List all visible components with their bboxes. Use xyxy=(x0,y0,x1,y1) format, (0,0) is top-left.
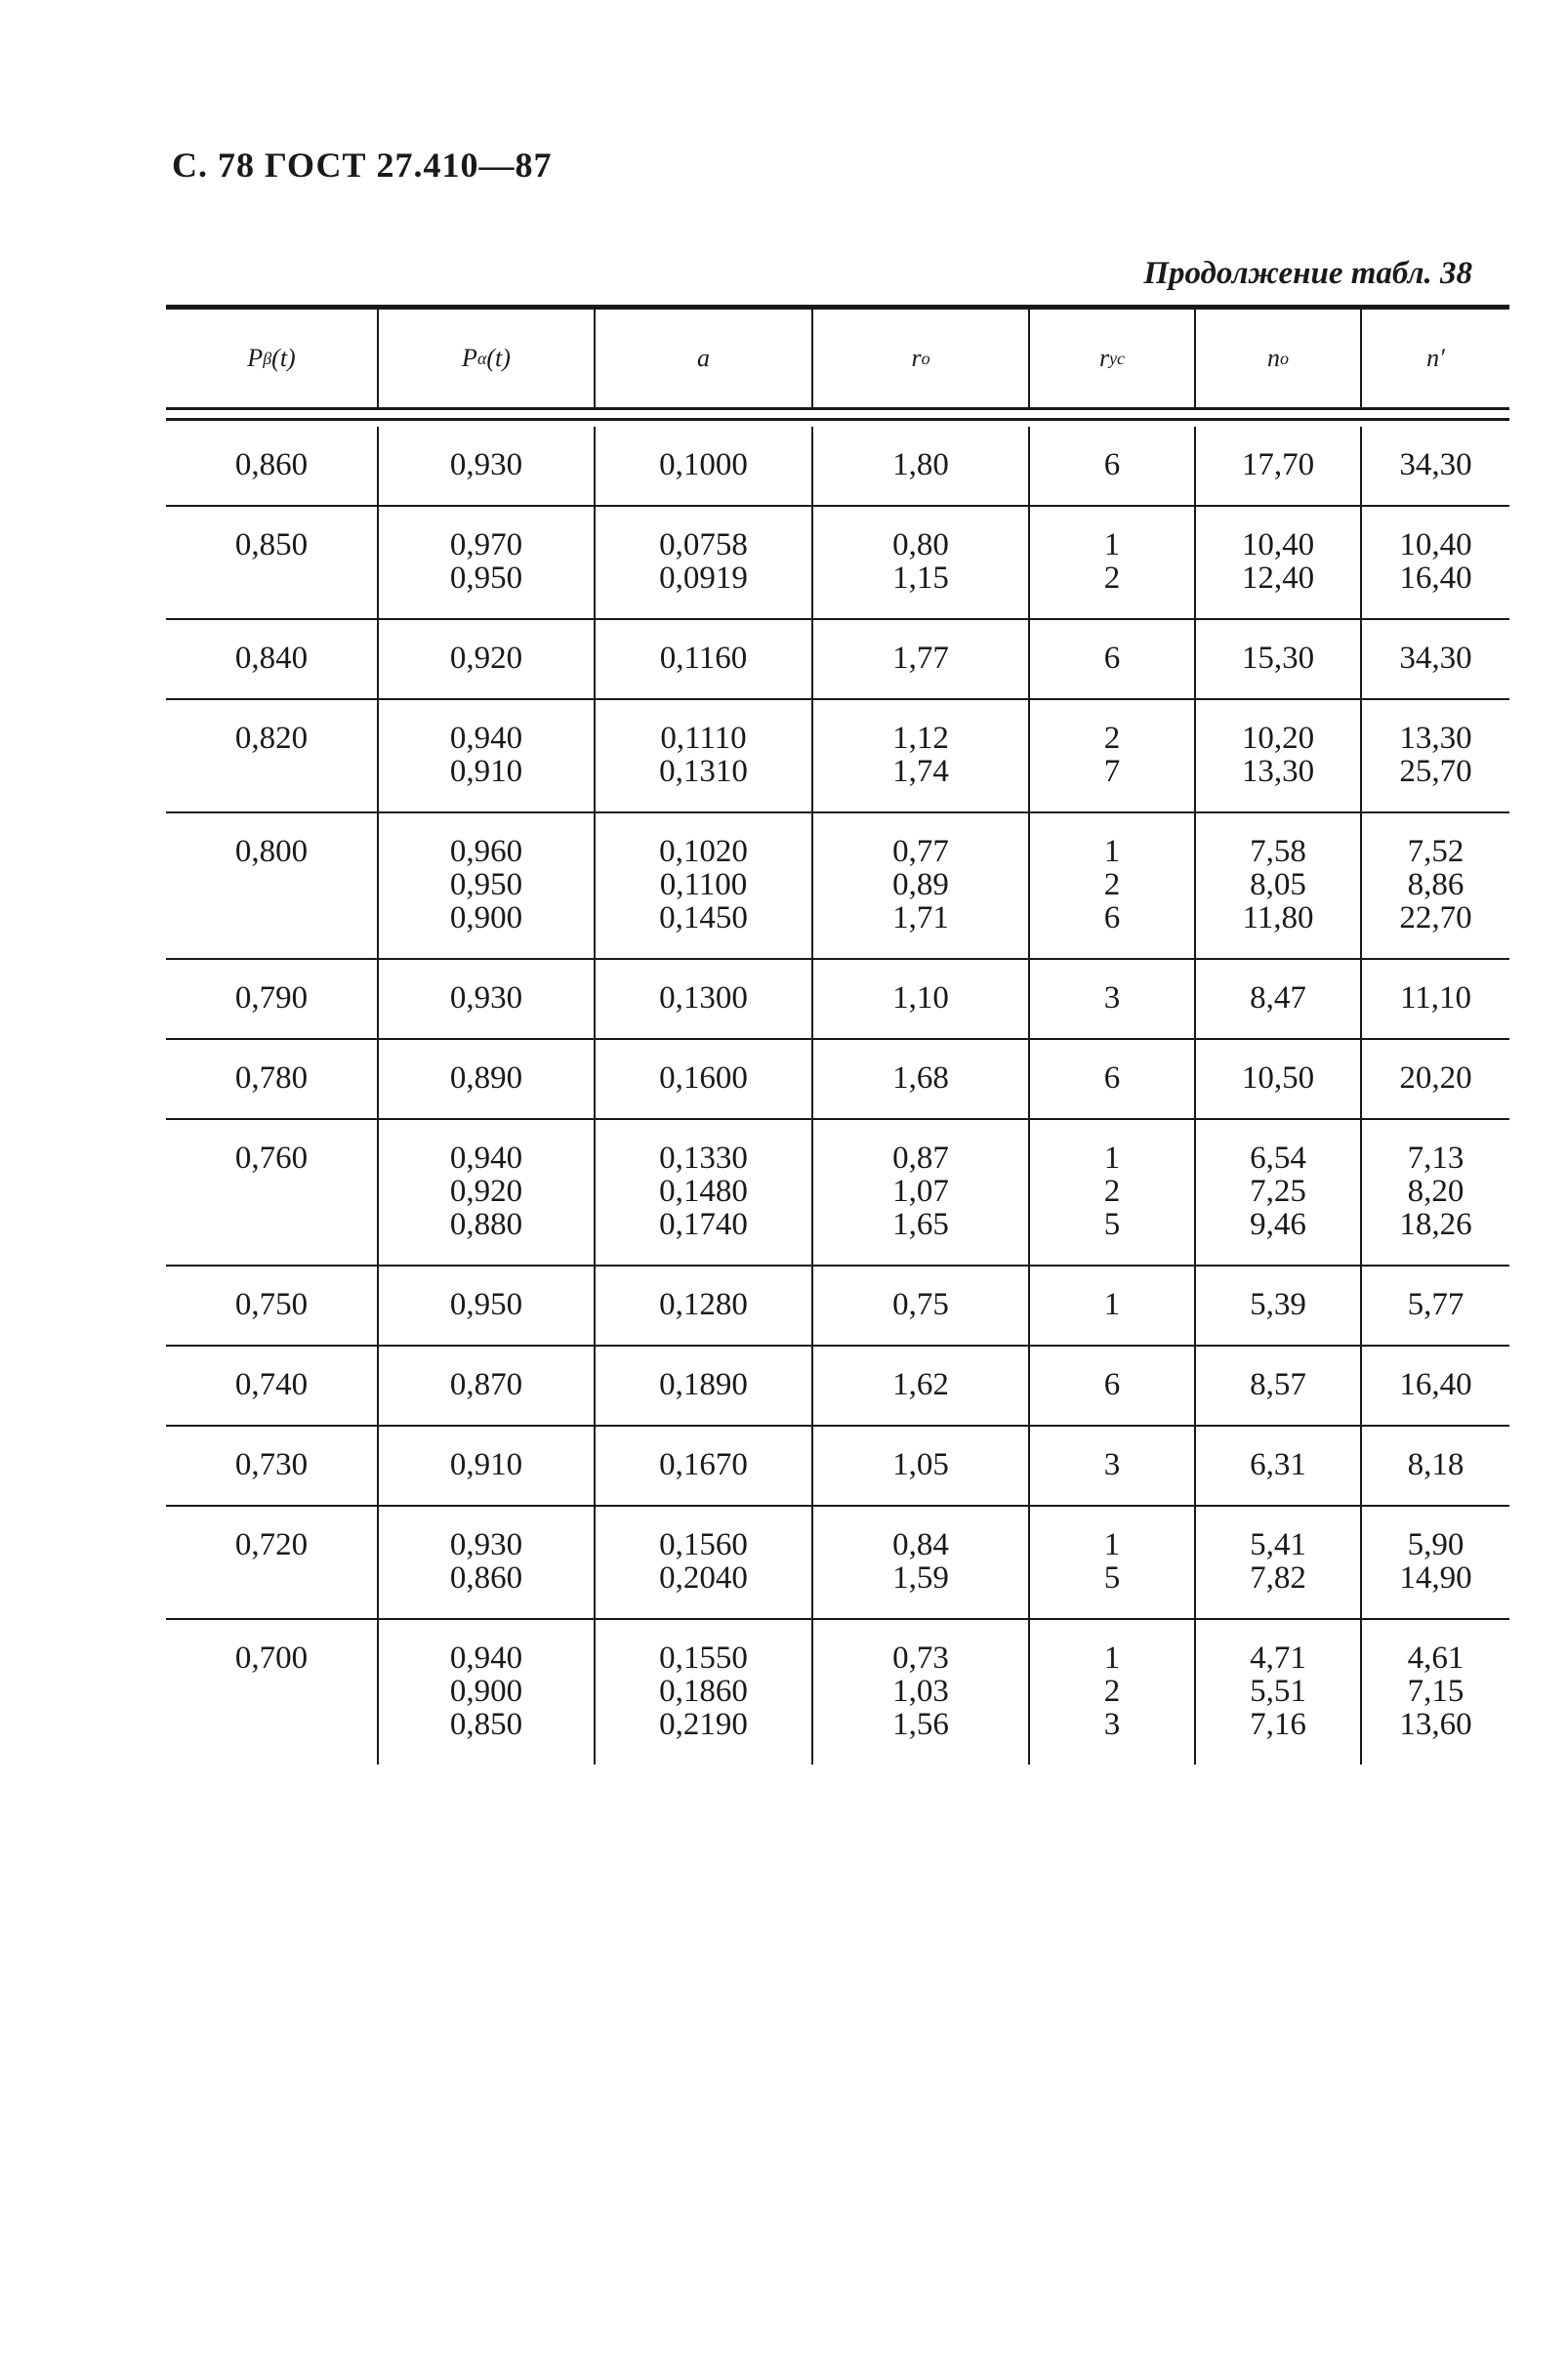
cell-value: 0,1330 xyxy=(659,1141,748,1176)
table-cell-p-alpha xyxy=(379,1040,596,1118)
cell-value: 5 xyxy=(1103,1560,1121,1596)
table-cell-r0 xyxy=(813,507,1030,618)
table-cell-n0 xyxy=(1196,700,1362,811)
cell-value: 6,54 xyxy=(1250,1141,1306,1176)
table-cell-r-us xyxy=(1030,620,1196,698)
table-row xyxy=(166,507,1509,620)
cell-value: 1 xyxy=(1103,1641,1121,1676)
data-table xyxy=(166,305,1509,1794)
table-cell-a xyxy=(596,620,813,698)
cell-value: 1 xyxy=(1103,527,1121,562)
cell-value: 8,86 xyxy=(1407,867,1465,902)
cell-value: 4,61 xyxy=(1407,1641,1465,1676)
column-header-subscript: β xyxy=(263,348,272,368)
table-cell-p-alpha xyxy=(379,427,596,505)
table-cell-n0 xyxy=(1196,1040,1362,1118)
column-header-symbol: r xyxy=(911,344,922,372)
cell-value: 0,75 xyxy=(892,1287,949,1322)
cell-value: 0,800 xyxy=(234,834,309,869)
cell-value: 0,1300 xyxy=(659,980,748,1016)
cell-value: 6,31 xyxy=(1250,1447,1306,1482)
table-cell-r0 xyxy=(813,700,1030,811)
cell-value: 0,790 xyxy=(234,980,309,1016)
cell-value: 0,930 xyxy=(449,980,523,1016)
table-cell-n-prime xyxy=(1362,1120,1509,1265)
table-row xyxy=(166,427,1509,507)
cell-value: 0,1670 xyxy=(659,1447,748,1482)
column-header-symbol: P xyxy=(247,344,264,372)
header-double-rule xyxy=(166,407,1509,421)
cell-value: 5,77 xyxy=(1407,1287,1465,1322)
table-cell-p-beta xyxy=(166,1620,379,1765)
cell-value: 12,40 xyxy=(1241,561,1315,596)
cell-value: 18,26 xyxy=(1399,1207,1472,1242)
table-cell-p-beta xyxy=(166,960,379,1038)
table-cell-n-prime xyxy=(1362,1267,1509,1345)
cell-value: 7 xyxy=(1103,754,1121,789)
table-row xyxy=(166,1040,1509,1120)
cell-value: 7,15 xyxy=(1407,1674,1465,1709)
table-cell-a xyxy=(596,813,813,958)
cell-value: 2 xyxy=(1103,1174,1121,1209)
cell-value: 34,30 xyxy=(1399,641,1472,676)
table-cell-p-beta xyxy=(166,813,379,958)
cell-value: 0,1310 xyxy=(659,754,748,789)
cell-value: 1 xyxy=(1103,834,1121,869)
cell-value: 0,930 xyxy=(449,1527,523,1562)
column-header-argument: (t) xyxy=(486,344,511,372)
table-cell-r-us xyxy=(1030,700,1196,811)
table-cell-n0 xyxy=(1196,813,1362,958)
cell-value: 10,40 xyxy=(1399,527,1472,562)
cell-value: 0,1000 xyxy=(659,447,748,482)
cell-value: 0,940 xyxy=(449,1641,523,1676)
column-header-subscript: o xyxy=(1280,348,1289,368)
cell-value: 0,1020 xyxy=(659,834,748,869)
table-cell-r-us xyxy=(1030,1620,1196,1765)
cell-value: 0,1890 xyxy=(659,1367,748,1402)
cell-value: 17,70 xyxy=(1241,447,1315,482)
column-header-symbol: n′ xyxy=(1426,344,1445,372)
table-cell-a xyxy=(596,1120,813,1265)
table-row xyxy=(166,813,1509,960)
table-cell-n-prime xyxy=(1362,700,1509,811)
cell-value: 13,30 xyxy=(1399,721,1472,756)
table-cell-n-prime xyxy=(1362,1620,1509,1765)
cell-value: 5 xyxy=(1103,1207,1121,1242)
cell-value: 7,13 xyxy=(1407,1141,1465,1176)
table-cell-r0 xyxy=(813,1620,1030,1765)
column-header-subscript: ус xyxy=(1109,348,1126,368)
cell-value: 0,2040 xyxy=(659,1560,748,1596)
table-cell-a xyxy=(596,960,813,1038)
cell-value: 0,970 xyxy=(449,527,523,562)
table-cell-r0 xyxy=(813,1120,1030,1265)
cell-value: 0,910 xyxy=(449,1447,523,1482)
cell-value: 1,71 xyxy=(892,900,949,935)
column-header-subscript: α xyxy=(476,348,487,368)
cell-value: 0,960 xyxy=(449,834,523,869)
table-cell-n-prime xyxy=(1362,620,1509,698)
cell-value: 0,850 xyxy=(449,1707,523,1742)
table-cell-a xyxy=(596,1507,813,1618)
column-header-n-prime xyxy=(1362,310,1509,407)
cell-value: 14,90 xyxy=(1399,1560,1472,1596)
cell-value: 7,82 xyxy=(1250,1560,1306,1596)
table-cell-n-prime xyxy=(1362,1427,1509,1505)
table-cell-n-prime xyxy=(1362,1040,1509,1118)
column-header-p-alpha xyxy=(379,310,596,407)
table-cell-p-beta xyxy=(166,1427,379,1505)
cell-value: 0,940 xyxy=(449,1141,523,1176)
table-row xyxy=(166,960,1509,1040)
cell-value: 1 xyxy=(1103,1287,1121,1322)
cell-value: 2 xyxy=(1103,561,1121,596)
table-cell-r-us xyxy=(1030,1507,1196,1618)
cell-value: 8,20 xyxy=(1407,1174,1465,1209)
cell-value: 0,89 xyxy=(892,867,949,902)
cell-value: 13,30 xyxy=(1241,754,1315,789)
cell-value: 7,52 xyxy=(1407,834,1465,869)
table-cell-n0 xyxy=(1196,1507,1362,1618)
table-cell-p-beta xyxy=(166,507,379,618)
cell-value: 5,90 xyxy=(1407,1527,1465,1562)
table-cell-n0 xyxy=(1196,620,1362,698)
table-cell-a xyxy=(596,700,813,811)
table-cell-n0 xyxy=(1196,1427,1362,1505)
table-cell-p-alpha xyxy=(379,1427,596,1505)
table-cell-p-alpha xyxy=(379,1507,596,1618)
cell-value: 3 xyxy=(1103,1707,1121,1742)
cell-value: 0,1110 xyxy=(660,721,747,756)
cell-value: 0,840 xyxy=(234,641,309,676)
table-cell-p-alpha xyxy=(379,700,596,811)
table-cell-r0 xyxy=(813,960,1030,1038)
cell-value: 0,910 xyxy=(449,754,523,789)
cell-value: 1,65 xyxy=(892,1207,949,1242)
table-cell-a xyxy=(596,507,813,618)
table-cell-p-alpha xyxy=(379,1347,596,1425)
table-cell-n-prime xyxy=(1362,960,1509,1038)
cell-value: 1,56 xyxy=(892,1707,949,1742)
cell-value: 0,1740 xyxy=(659,1207,748,1242)
cell-value: 9,46 xyxy=(1250,1207,1306,1242)
table-cell-r-us xyxy=(1030,1040,1196,1118)
cell-value: 13,60 xyxy=(1399,1707,1472,1742)
cell-value: 1,77 xyxy=(892,641,949,676)
cell-value: 2 xyxy=(1103,867,1121,902)
cell-value: 1,10 xyxy=(892,980,949,1016)
table-cell-r-us xyxy=(1030,1120,1196,1265)
cell-value: 11,80 xyxy=(1242,900,1314,935)
cell-value: 0,870 xyxy=(449,1367,523,1402)
cell-value: 0,880 xyxy=(449,1207,523,1242)
cell-value: 8,47 xyxy=(1250,980,1306,1016)
table-cell-r-us xyxy=(1030,507,1196,618)
table-cell-p-beta xyxy=(166,1040,379,1118)
column-header-p-beta xyxy=(166,310,379,407)
table-cell-p-alpha xyxy=(379,1267,596,1345)
column-header-symbol: P xyxy=(462,344,477,372)
cell-value: 6 xyxy=(1103,900,1121,935)
table-cell-r-us xyxy=(1030,427,1196,505)
cell-value: 16,40 xyxy=(1399,561,1472,596)
table-body xyxy=(166,427,1509,1794)
cell-value: 0,890 xyxy=(449,1060,523,1096)
cell-value: 10,20 xyxy=(1241,721,1315,756)
cell-value: 0,84 xyxy=(892,1527,949,1562)
table-cell-r0 xyxy=(813,1507,1030,1618)
cell-value: 34,30 xyxy=(1399,447,1472,482)
cell-value: 0,1480 xyxy=(659,1174,748,1209)
cell-value: 0,780 xyxy=(234,1060,309,1096)
table-row xyxy=(166,620,1509,700)
cell-value: 1,07 xyxy=(892,1174,949,1209)
cell-value: 2 xyxy=(1103,1674,1121,1709)
table-cell-p-alpha xyxy=(379,507,596,618)
table-cell-r0 xyxy=(813,813,1030,958)
table-cell-a xyxy=(596,427,813,505)
table-cell-p-alpha xyxy=(379,960,596,1038)
cell-value: 0,1100 xyxy=(659,867,748,902)
table-cell-n-prime xyxy=(1362,507,1509,618)
table-cell-n0 xyxy=(1196,1347,1362,1425)
cell-value: 0,0758 xyxy=(659,527,748,562)
cell-value: 1,05 xyxy=(892,1447,949,1482)
cell-value: 1,12 xyxy=(892,721,949,756)
table-cell-p-beta xyxy=(166,1120,379,1265)
cell-value: 0,730 xyxy=(234,1447,309,1482)
cell-value: 10,50 xyxy=(1241,1060,1315,1096)
cell-value: 0,860 xyxy=(449,1560,523,1596)
cell-value: 1 xyxy=(1103,1141,1121,1176)
column-header-symbol: a xyxy=(697,344,710,372)
cell-value: 1,68 xyxy=(892,1060,949,1096)
column-header-symbol: n xyxy=(1267,344,1280,372)
table-header-row xyxy=(166,310,1509,407)
table-cell-p-beta xyxy=(166,1507,379,1618)
cell-value: 1,59 xyxy=(892,1560,949,1596)
cell-value: 15,30 xyxy=(1241,641,1315,676)
cell-value: 0,940 xyxy=(449,721,523,756)
cell-value: 3 xyxy=(1103,1447,1121,1482)
table-row xyxy=(166,1120,1509,1267)
cell-value: 6 xyxy=(1103,447,1121,482)
cell-value: 0,860 xyxy=(234,447,309,482)
cell-value: 0,950 xyxy=(449,1287,523,1322)
table-cell-r-us xyxy=(1030,1347,1196,1425)
column-header-r-us xyxy=(1030,310,1196,407)
cell-value: 5,39 xyxy=(1250,1287,1306,1322)
column-header-r0 xyxy=(813,310,1030,407)
cell-value: 1 xyxy=(1103,1527,1121,1562)
cell-value: 1,74 xyxy=(892,754,949,789)
table-cell-r0 xyxy=(813,427,1030,505)
cell-value: 1,15 xyxy=(892,561,949,596)
cell-value: 4,71 xyxy=(1250,1641,1306,1676)
cell-value: 0,0919 xyxy=(659,561,748,596)
cell-value: 0,2190 xyxy=(659,1707,748,1742)
cell-value: 2 xyxy=(1103,721,1121,756)
cell-value: 20,20 xyxy=(1399,1060,1472,1096)
cell-value: 22,70 xyxy=(1399,900,1472,935)
table-cell-a xyxy=(596,1620,813,1765)
cell-value: 0,1560 xyxy=(659,1527,748,1562)
table-cell-p-alpha xyxy=(379,1120,596,1265)
cell-value: 1,62 xyxy=(892,1367,949,1402)
table-cell-n-prime xyxy=(1362,1507,1509,1618)
table-cell-p-alpha xyxy=(379,813,596,958)
cell-value: 6 xyxy=(1103,641,1121,676)
cell-value: 25,70 xyxy=(1399,754,1472,789)
table-row xyxy=(166,1427,1509,1507)
table-row xyxy=(166,1267,1509,1347)
table-cell-n-prime xyxy=(1362,813,1509,958)
table-cell-a xyxy=(596,1427,813,1505)
cell-value: 10,40 xyxy=(1241,527,1315,562)
cell-value: 0,87 xyxy=(892,1141,949,1176)
table-row xyxy=(166,1347,1509,1427)
table-cell-n0 xyxy=(1196,1120,1362,1265)
cell-value: 0,900 xyxy=(449,900,523,935)
table-cell-r0 xyxy=(813,620,1030,698)
cell-value: 0,930 xyxy=(449,447,523,482)
cell-value: 8,57 xyxy=(1250,1367,1306,1402)
column-header-subscript: o xyxy=(921,348,930,368)
table-cell-n0 xyxy=(1196,1267,1362,1345)
table-cell-r0 xyxy=(813,1267,1030,1345)
table-cell-a xyxy=(596,1267,813,1345)
table-continuation-caption: Продолжение табл. 38 xyxy=(1143,256,1472,291)
cell-value: 0,80 xyxy=(892,527,949,562)
cell-value: 6 xyxy=(1103,1367,1121,1402)
table-cell-r0 xyxy=(813,1427,1030,1505)
cell-value: 1,03 xyxy=(892,1674,949,1709)
column-header-argument: (t) xyxy=(271,344,296,372)
table-cell-p-beta xyxy=(166,700,379,811)
cell-value: 0,740 xyxy=(234,1367,309,1402)
cell-value: 0,77 xyxy=(892,834,949,869)
cell-value: 5,51 xyxy=(1250,1674,1306,1709)
table-cell-p-alpha xyxy=(379,620,596,698)
table-cell-r-us xyxy=(1030,960,1196,1038)
cell-value: 0,1550 xyxy=(659,1641,748,1676)
cell-value: 0,950 xyxy=(449,561,523,596)
cell-value: 7,25 xyxy=(1250,1174,1306,1209)
cell-value: 11,10 xyxy=(1399,980,1472,1016)
table-cell-p-alpha xyxy=(379,1620,596,1765)
table-cell-r-us xyxy=(1030,813,1196,958)
cell-value: 7,58 xyxy=(1250,834,1306,869)
cell-value: 0,73 xyxy=(892,1641,949,1676)
cell-value: 0,820 xyxy=(234,721,309,756)
table-cell-r0 xyxy=(813,1347,1030,1425)
cell-value: 0,750 xyxy=(234,1287,309,1322)
cell-value: 0,720 xyxy=(234,1527,309,1562)
cell-value: 0,1280 xyxy=(659,1287,748,1322)
cell-value: 0,700 xyxy=(234,1641,309,1676)
cell-value: 3 xyxy=(1103,980,1121,1016)
cell-value: 0,850 xyxy=(234,527,309,562)
cell-value: 8,18 xyxy=(1407,1447,1465,1482)
cell-value: 7,16 xyxy=(1250,1707,1306,1742)
cell-value: 0,760 xyxy=(234,1141,309,1176)
table-cell-r0 xyxy=(813,1040,1030,1118)
column-header-symbol: r xyxy=(1098,344,1110,372)
cell-value: 0,920 xyxy=(449,641,523,676)
cell-value: 0,920 xyxy=(449,1174,523,1209)
cell-value: 0,1600 xyxy=(659,1060,748,1096)
page-header: С. 78 ГОСТ 27.410—87 xyxy=(172,145,553,185)
cell-value: 0,950 xyxy=(449,867,523,902)
table-cell-p-beta xyxy=(166,620,379,698)
cell-value: 1,80 xyxy=(892,447,949,482)
table-cell-a xyxy=(596,1347,813,1425)
cell-value: 0,1860 xyxy=(659,1674,748,1709)
table-cell-a xyxy=(596,1040,813,1118)
cell-value: 5,41 xyxy=(1250,1527,1306,1562)
table-row xyxy=(166,700,1509,813)
table-cell-r-us xyxy=(1030,1427,1196,1505)
table-cell-p-beta xyxy=(166,427,379,505)
table-cell-n0 xyxy=(1196,1620,1362,1765)
table-cell-n0 xyxy=(1196,427,1362,505)
column-header-n0 xyxy=(1196,310,1362,407)
table-cell-n0 xyxy=(1196,507,1362,618)
table-cell-n-prime xyxy=(1362,427,1509,505)
table-cell-p-beta xyxy=(166,1347,379,1425)
table-row xyxy=(166,1620,1509,1794)
cell-value: 0,1450 xyxy=(659,900,748,935)
cell-value: 0,1160 xyxy=(659,641,748,676)
table-cell-n0 xyxy=(1196,960,1362,1038)
table-row xyxy=(166,1507,1509,1620)
table-cell-p-beta xyxy=(166,1267,379,1345)
cell-value: 8,05 xyxy=(1250,867,1306,902)
cell-value: 6 xyxy=(1103,1060,1121,1096)
cell-value: 16,40 xyxy=(1399,1367,1472,1402)
table-cell-n-prime xyxy=(1362,1347,1509,1425)
table-cell-r-us xyxy=(1030,1267,1196,1345)
column-header-a xyxy=(596,310,813,407)
cell-value: 0,900 xyxy=(449,1674,523,1709)
